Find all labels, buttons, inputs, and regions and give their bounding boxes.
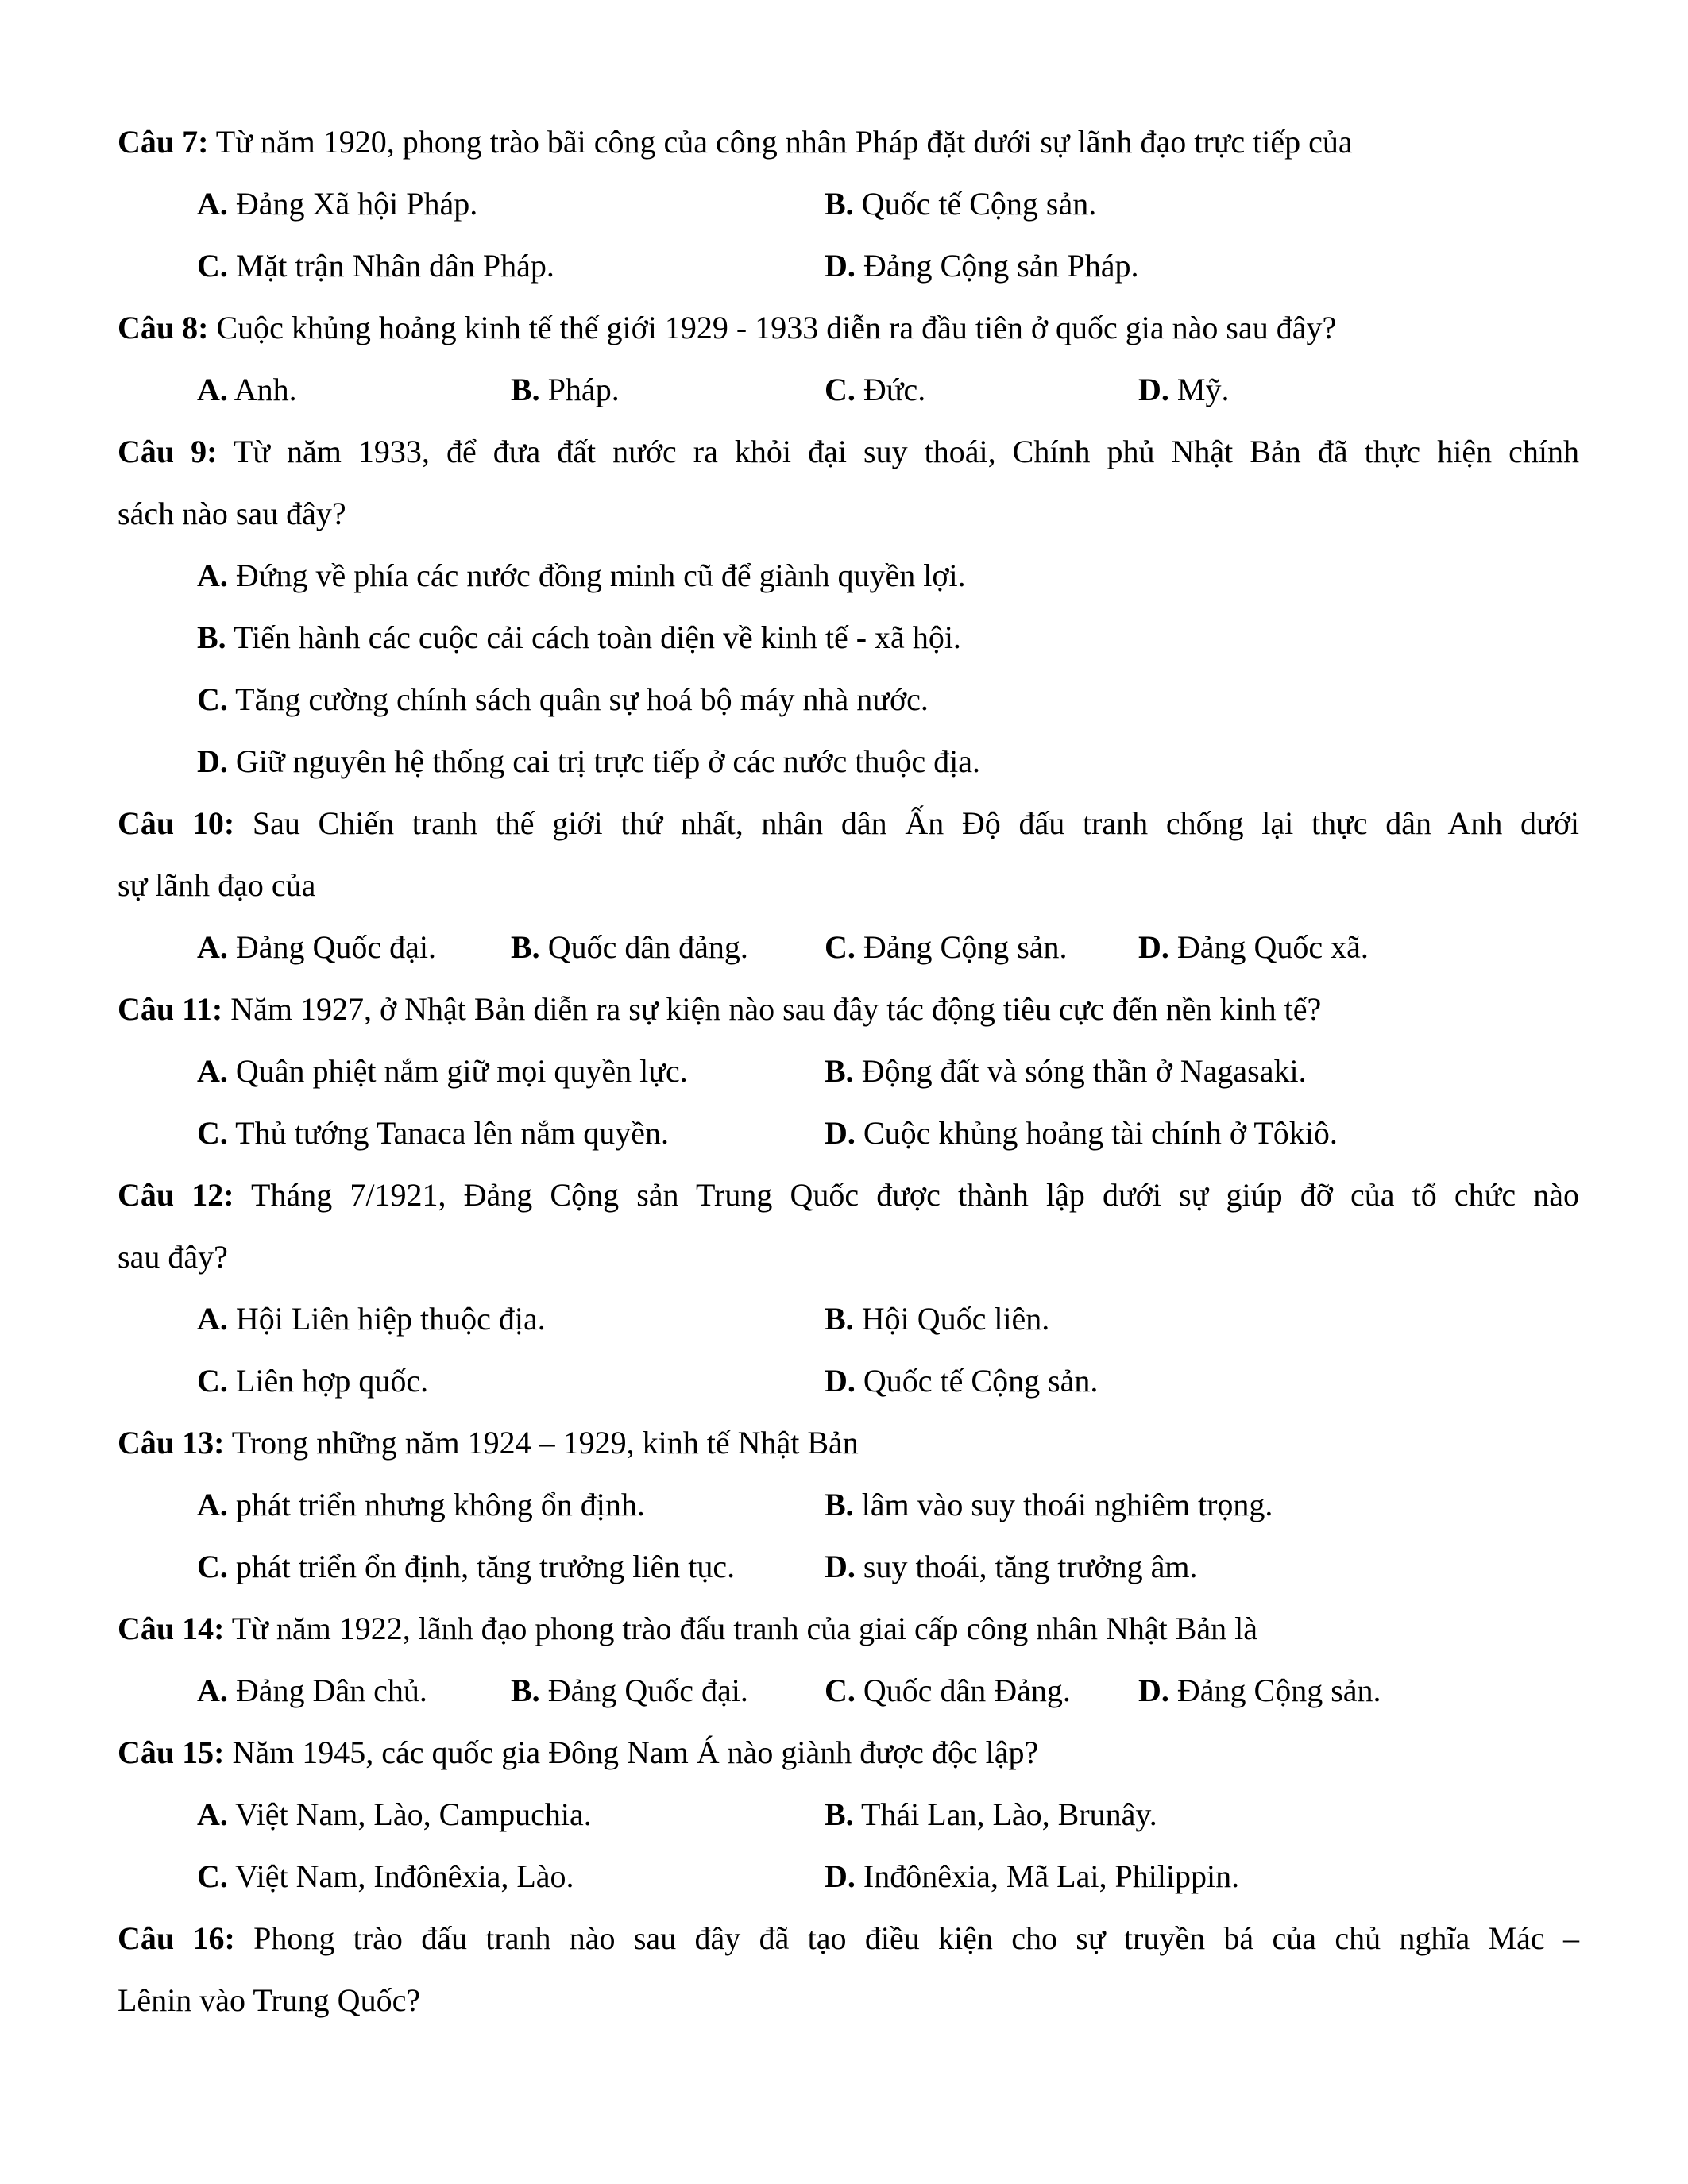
option-text: Pháp. <box>547 372 620 407</box>
option-letter: D. <box>825 248 856 284</box>
options-row <box>118 545 1579 607</box>
options-row <box>118 1102 1579 1164</box>
answer-option[interactable] <box>197 173 825 235</box>
question-block <box>118 1164 1579 1412</box>
question-text-line <box>118 1412 1579 1474</box>
option-text: Hội Quốc liên. <box>861 1301 1050 1337</box>
question-text: sách nào sau đây? <box>118 496 346 531</box>
options-row <box>118 916 1579 978</box>
question-text: Trong những năm 1924 – 1929, kinh tế Nhật Bản <box>231 1425 859 1461</box>
answer-option[interactable] <box>825 916 1138 978</box>
option-letter: B. <box>825 1301 854 1337</box>
question-label: Câu 15: <box>118 1734 225 1770</box>
option-letter: B. <box>197 619 226 655</box>
option-text: Inđônêxia, Mã Lai, Philippin. <box>863 1858 1240 1894</box>
options-row <box>118 1350 1579 1412</box>
option-letter: D. <box>1138 372 1169 407</box>
question-text-line <box>118 1908 1579 1970</box>
option-text: Anh. <box>234 372 297 407</box>
option-letter: C. <box>197 1115 228 1151</box>
option-text: Đức. <box>863 372 926 407</box>
question-text-line <box>118 978 1579 1040</box>
option-text: Quốc dân đảng. <box>547 929 748 965</box>
answer-option[interactable] <box>511 1660 825 1722</box>
question-text: Lênin vào Trung Quốc? <box>118 1982 421 2018</box>
question-label: Câu 9: <box>118 434 218 469</box>
question-text-line <box>118 1164 1579 1226</box>
option-text: Cuộc khủng hoảng tài chính ở Tôkiô. <box>863 1115 1338 1151</box>
options-row <box>118 1474 1579 1536</box>
answer-option[interactable] <box>197 1536 825 1598</box>
option-text: Tiến hành các cuộc cải cách toàn diện về kinh tế - xã hội. <box>233 619 961 655</box>
option-letter: A. <box>197 372 228 407</box>
option-text: Đảng Xã hội Pháp. <box>235 186 478 222</box>
options-row <box>118 1288 1579 1350</box>
answer-option[interactable] <box>825 359 1138 421</box>
option-letter: C. <box>197 1549 228 1584</box>
option-text: Đảng Quốc đại. <box>235 929 437 965</box>
option-text: Thủ tướng Tanaca lên nắm quyền. <box>235 1115 669 1151</box>
question-block <box>118 978 1579 1164</box>
question-label: Câu 16: <box>118 1920 235 1956</box>
answer-option[interactable] <box>825 1846 1239 1908</box>
question-text-line <box>118 1722 1579 1784</box>
question-text-line <box>118 793 1579 855</box>
question-block <box>118 1908 1579 2032</box>
answer-option[interactable] <box>197 916 511 978</box>
answer-option[interactable] <box>825 1474 1273 1536</box>
answer-option[interactable] <box>825 1288 1049 1350</box>
option-text: Đứng về phía các nước đồng minh cũ để giành quyền lợi. <box>235 558 966 593</box>
options-row <box>118 359 1579 421</box>
answer-option[interactable] <box>825 1102 1338 1164</box>
option-letter: D. <box>825 1858 856 1894</box>
option-letter: A. <box>197 929 228 965</box>
answer-option[interactable] <box>197 1784 825 1846</box>
answer-option[interactable] <box>197 1040 825 1102</box>
question-list <box>118 111 1579 2032</box>
question-label: Câu 12: <box>118 1177 234 1213</box>
answer-option[interactable] <box>1138 1660 1452 1722</box>
option-text: Mỹ. <box>1176 372 1230 407</box>
option-text: Việt Nam, Inđônêxia, Lào. <box>235 1858 574 1894</box>
option-letter: D. <box>825 1549 856 1584</box>
question-block <box>118 297 1579 421</box>
question-label: Câu 7: <box>118 124 209 160</box>
option-text: Mặt trận Nhân dân Pháp. <box>235 248 554 284</box>
option-letter: B. <box>825 1796 854 1832</box>
answer-option[interactable] <box>825 235 1139 297</box>
answer-option[interactable] <box>197 1102 825 1164</box>
options-row <box>118 1536 1579 1598</box>
question-text-line <box>118 421 1579 483</box>
answer-option[interactable] <box>1138 916 1452 978</box>
answer-option[interactable] <box>825 1660 1138 1722</box>
question-text: Năm 1927, ở Nhật Bản diễn ra sự kiện nào sau đây tác động tiêu cực đến nền kinh tế? <box>230 991 1322 1027</box>
option-letter: D. <box>825 1115 856 1151</box>
question-text: Năm 1945, các quốc gia Đông Nam Á nào giành được độc lập? <box>232 1734 1039 1770</box>
option-text: Quân phiệt nắm giữ mọi quyền lực. <box>235 1053 688 1089</box>
option-letter: C. <box>197 1858 228 1894</box>
option-letter: B. <box>511 372 540 407</box>
question-text: Từ năm 1933, để đưa đất nước ra khỏi đại suy thoái, Chính phủ Nhật Bản đã thực hiện chính <box>233 434 1580 469</box>
option-letter: B. <box>825 1487 854 1522</box>
option-text: Đảng Cộng sản. <box>863 929 1068 965</box>
option-letter: B. <box>825 186 854 222</box>
option-text: Động đất và sóng thần ở Nagasaki. <box>861 1053 1307 1089</box>
question-label: Câu 10: <box>118 805 235 841</box>
answer-option[interactable] <box>197 359 511 421</box>
question-text: Tháng 7/1921, Đảng Cộng sản Trung Quốc được thành lập dưới sự giúp đỡ của tổ chức nào <box>251 1177 1580 1213</box>
answer-option[interactable] <box>197 545 966 607</box>
question-label: Câu 11: <box>118 991 223 1027</box>
option-letter: B. <box>825 1053 854 1089</box>
option-text: Quốc tế Cộng sản. <box>863 1363 1099 1399</box>
answer-option[interactable] <box>197 731 980 793</box>
question-text-line <box>118 855 1579 916</box>
question-text: Phong trào đấu tranh nào sau đây đã tạo điều kiện cho sự truyền bá của chủ nghĩa Mác – <box>253 1920 1580 1956</box>
option-letter: A. <box>197 1487 228 1522</box>
options-row <box>118 173 1579 235</box>
option-letter: D. <box>825 1363 856 1399</box>
option-text: Đảng Cộng sản Pháp. <box>863 248 1139 284</box>
option-text: phát triển ổn định, tăng trưởng liên tục. <box>235 1549 736 1584</box>
question-text-line <box>118 483 1579 545</box>
answer-option[interactable] <box>511 359 825 421</box>
option-text: suy thoái, tăng trưởng âm. <box>863 1549 1198 1584</box>
question-block <box>118 793 1579 978</box>
question-text-line <box>118 297 1579 359</box>
option-letter: D. <box>1138 929 1169 965</box>
answer-option[interactable] <box>511 916 825 978</box>
options-row <box>118 669 1579 731</box>
question-text-line <box>118 1598 1579 1660</box>
question-text-line <box>118 1970 1579 2032</box>
question-text: Cuộc khủng hoảng kinh tế thế giới 1929 - 1933 diễn ra đầu tiên ở quốc gia nào sau đây? <box>216 310 1337 345</box>
question-label: Câu 8: <box>118 310 209 345</box>
option-letter: D. <box>1138 1673 1169 1708</box>
answer-option[interactable] <box>197 1474 825 1536</box>
question-text: Từ năm 1922, lãnh đạo phong trào đấu tranh của giai cấp công nhân Nhật Bản là <box>231 1611 1258 1646</box>
option-letter: A. <box>197 1673 228 1708</box>
answer-option[interactable] <box>825 1350 1098 1412</box>
option-letter: C. <box>197 681 228 717</box>
option-letter: C. <box>825 1673 856 1708</box>
option-letter: A. <box>197 186 228 222</box>
option-letter: C. <box>197 1363 228 1399</box>
question-block <box>118 1722 1579 1908</box>
answer-option[interactable] <box>825 1040 1307 1102</box>
option-text: Đảng Quốc xã. <box>1176 929 1369 965</box>
question-block <box>118 1598 1579 1722</box>
answer-option[interactable] <box>825 173 1096 235</box>
question-text: sau đây? <box>118 1239 228 1275</box>
question-text-line <box>118 1226 1579 1288</box>
option-letter: B. <box>511 929 540 965</box>
option-letter: C. <box>825 929 856 965</box>
question-text: sự lãnh đạo của <box>118 867 316 903</box>
option-letter: D. <box>197 743 228 779</box>
option-letter: A. <box>197 1053 228 1089</box>
option-letter: A. <box>197 1301 228 1337</box>
option-text: Đảng Dân chủ. <box>235 1673 427 1708</box>
question-block <box>118 421 1579 793</box>
option-text: Việt Nam, Lào, Campuchia. <box>235 1796 592 1832</box>
option-letter: A. <box>197 1796 228 1832</box>
answer-option[interactable] <box>197 1846 825 1908</box>
option-letter: C. <box>197 248 228 284</box>
question-text: Từ năm 1920, phong trào bãi công của công nhân Pháp đặt dưới sự lãnh đạo trực tiếp của <box>215 124 1353 160</box>
question-block <box>118 1412 1579 1598</box>
question-label: Câu 14: <box>118 1611 225 1646</box>
option-text: Đảng Cộng sản. <box>1176 1673 1381 1708</box>
answer-option[interactable] <box>825 1536 1197 1598</box>
option-text: Liên hợp quốc. <box>235 1363 429 1399</box>
option-letter: C. <box>825 372 856 407</box>
question-label: Câu 13: <box>118 1425 225 1461</box>
options-row <box>118 1784 1579 1846</box>
option-text: Thái Lan, Lào, Brunây. <box>860 1796 1157 1832</box>
option-letter: A. <box>197 558 228 593</box>
answer-option[interactable] <box>197 1350 825 1412</box>
options-row <box>118 731 1579 793</box>
options-row <box>118 1846 1579 1908</box>
option-text: lâm vào suy thoái nghiêm trọng. <box>861 1487 1273 1522</box>
options-row <box>118 235 1579 297</box>
exam-page <box>118 111 1579 2032</box>
answer-option[interactable] <box>825 1784 1157 1846</box>
options-row <box>118 1660 1579 1722</box>
option-text: phát triển nhưng không ổn định. <box>235 1487 645 1522</box>
answer-option[interactable] <box>197 1288 825 1350</box>
option-text: Quốc tế Cộng sản. <box>861 186 1097 222</box>
option-text: Giữ nguyên hệ thống cai trị trực tiếp ở các nước thuộc địa. <box>235 743 980 779</box>
answer-option[interactable] <box>197 607 961 669</box>
option-letter: B. <box>511 1673 540 1708</box>
answer-option[interactable] <box>197 1660 511 1722</box>
options-row <box>118 1040 1579 1102</box>
option-text: Tăng cường chính sách quân sự hoá bộ máy nhà nước. <box>235 681 929 717</box>
option-text: Quốc dân Đảng. <box>863 1673 1071 1708</box>
question-block <box>118 111 1579 297</box>
answer-option[interactable] <box>197 669 929 731</box>
answer-option[interactable] <box>1138 359 1452 421</box>
answer-option[interactable] <box>197 235 825 297</box>
option-text: Hội Liên hiệp thuộc địa. <box>235 1301 546 1337</box>
question-text: Sau Chiến tranh thế giới thứ nhất, nhân dân Ấn Độ đấu tranh chống lại thực dân Anh dưới <box>252 805 1579 841</box>
options-row <box>118 607 1579 669</box>
option-text: Đảng Quốc đại. <box>547 1673 748 1708</box>
question-text-line <box>118 111 1579 173</box>
